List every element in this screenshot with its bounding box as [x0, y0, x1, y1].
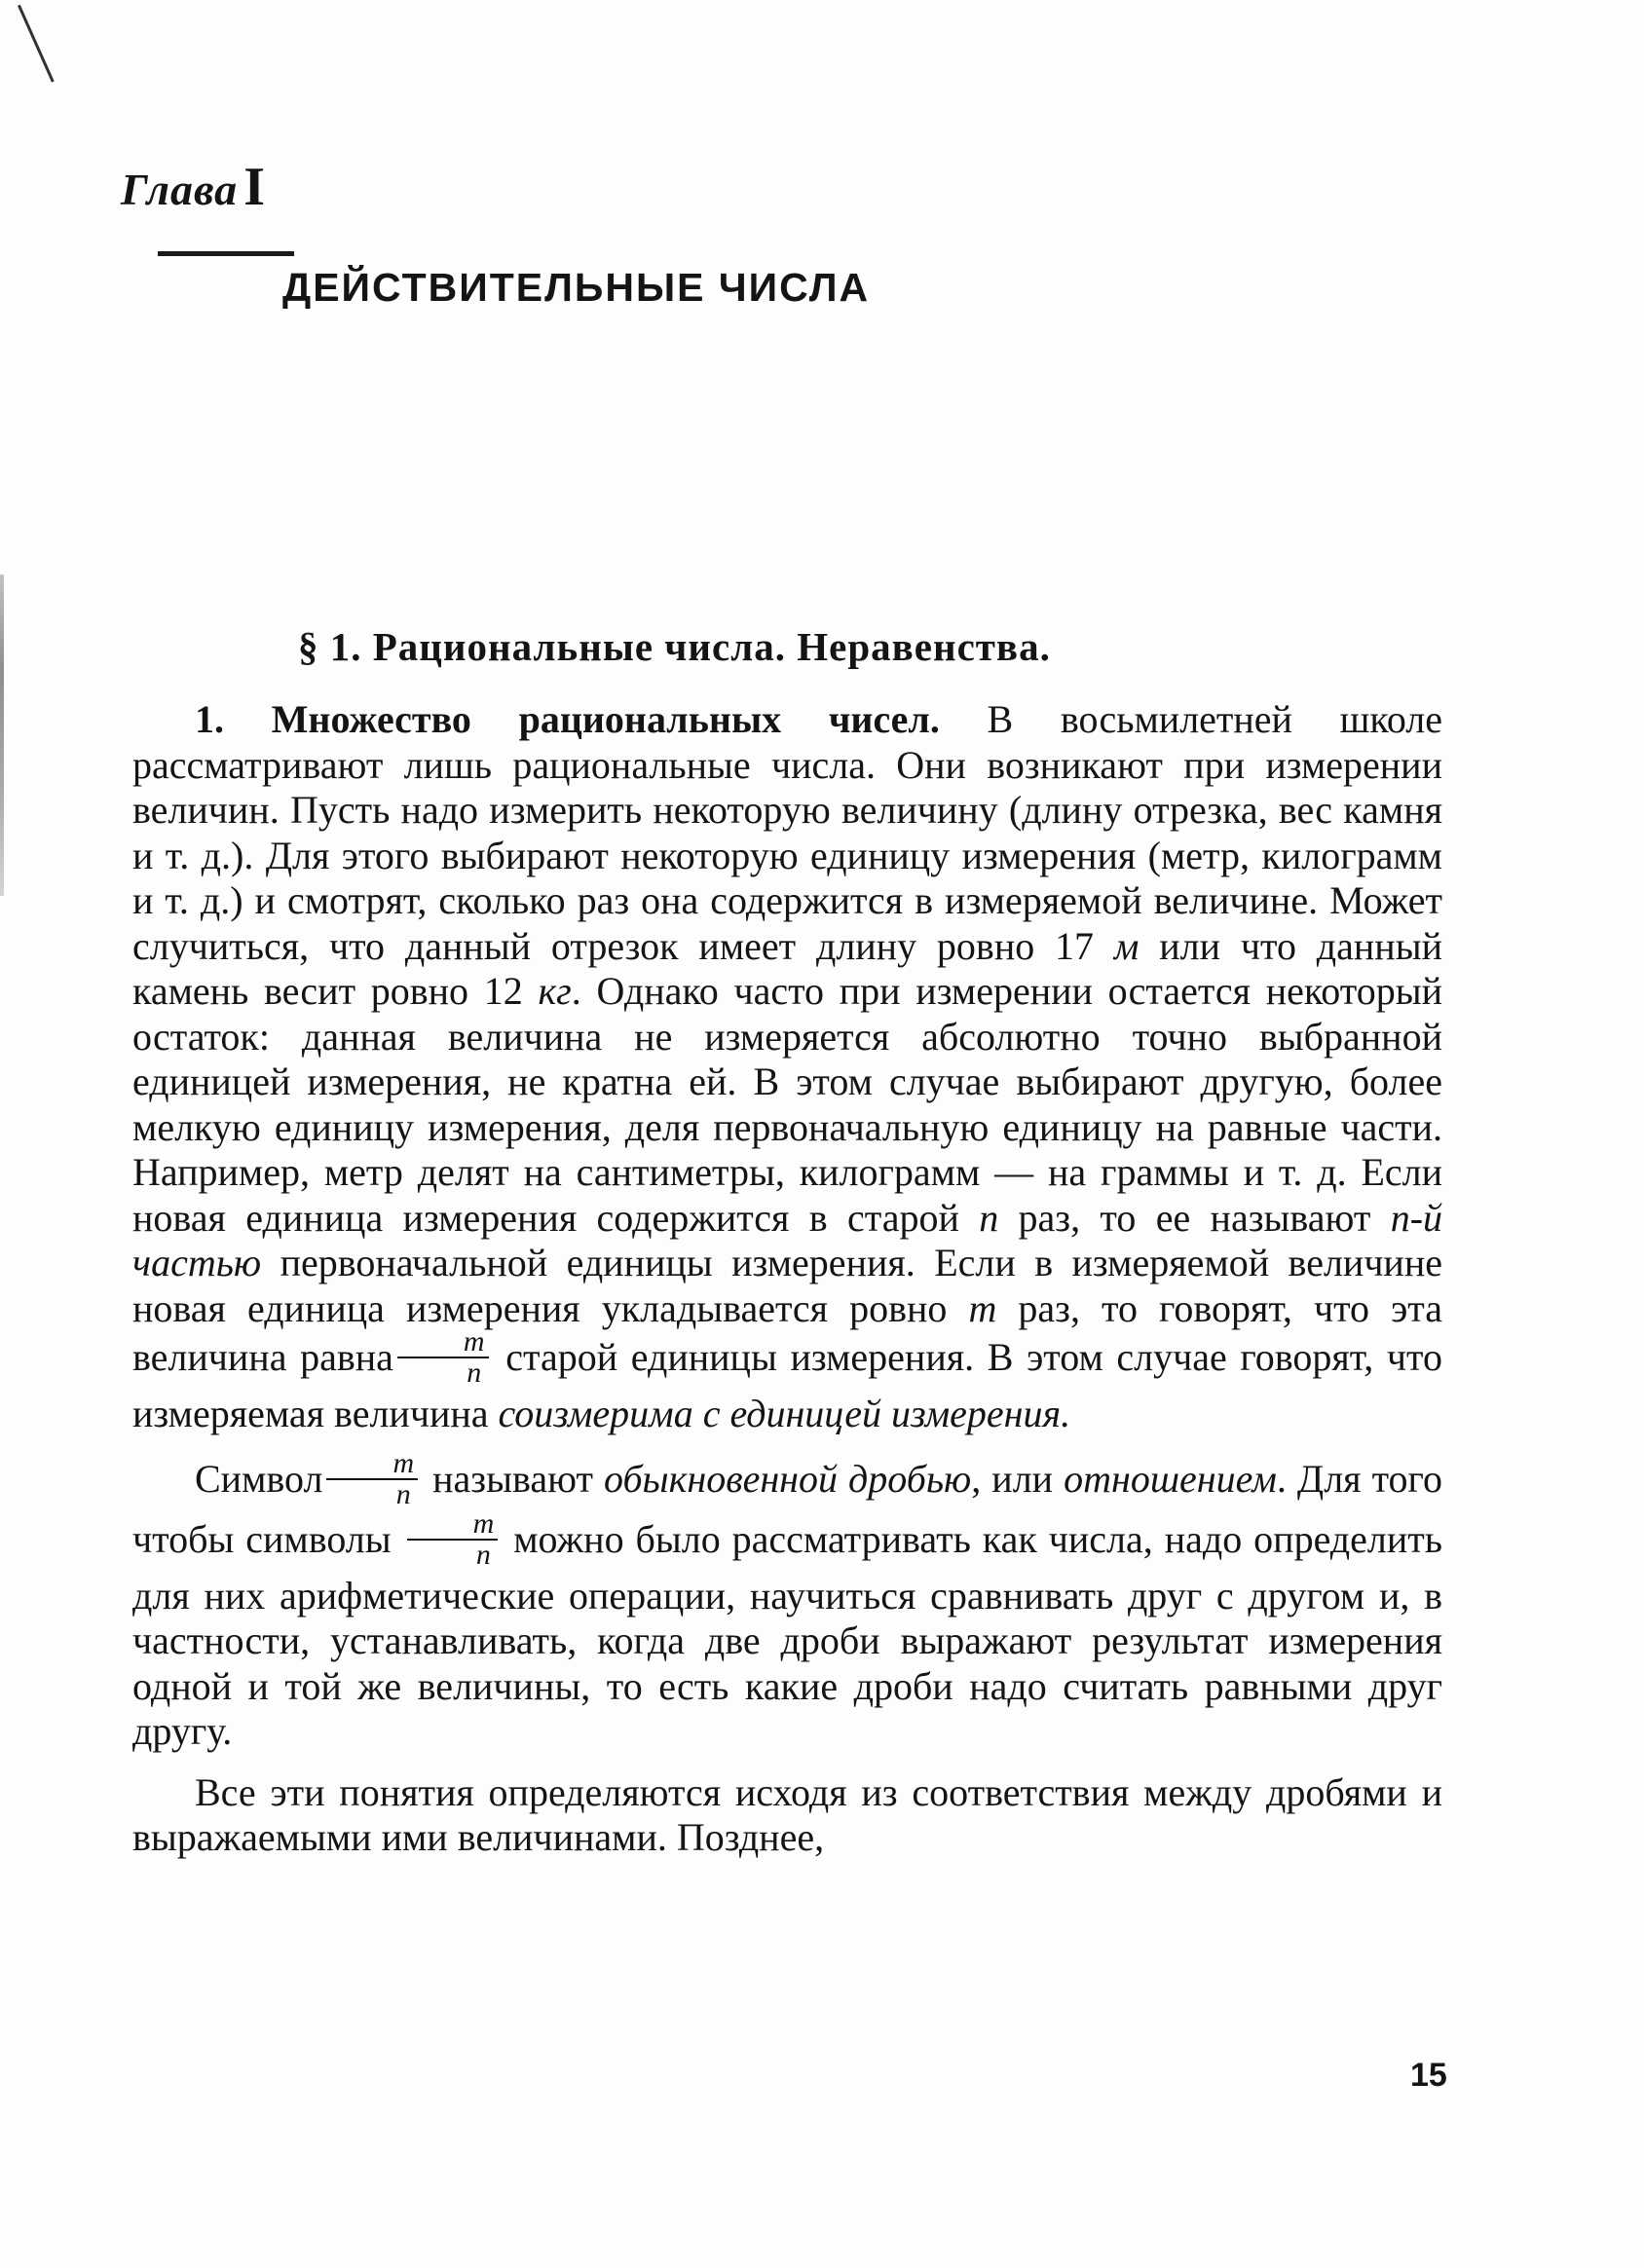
- term-common-fraction: обыкновенной дробью: [603, 1456, 972, 1501]
- fraction-m-over-n: [407, 1506, 499, 1571]
- text-run: раз, то ее называют: [998, 1195, 1391, 1240]
- fraction-m-over-n: [397, 1327, 489, 1388]
- fraction-m-over-n: [326, 1446, 418, 1510]
- text-run: можно было рассматривать как числа, надо определить для них арифметические операции, научиться сравнивать друг с другом и, в частности, устанавливать, когда две дроби выражают результат измерения одной и той же величины, то есть какие дроби надо считать равными друг другу.: [132, 1516, 1442, 1753]
- text-run: В восьмилетней школе рассматривают лишь рациональные числа. Они возникают при измерении величин. Пусть надо измерить некоторую величину (длину отрезка, вес камня и т. д.). Для этого выбирают некоторую единицу измерения (метр, килограмм и т. д.) и смотрят, сколько раз она содержится в измеряемой величине. Может случиться, что данный отрезок имеет длину ровно 17: [132, 697, 1442, 968]
- chapter-label: [121, 156, 266, 218]
- chapter-number: I: [243, 157, 266, 217]
- unit-meter: м: [1113, 923, 1140, 968]
- fraction-denominator: n: [395, 1477, 411, 1510]
- fraction-numerator: m: [326, 1449, 418, 1480]
- scan-mark: [18, 5, 55, 83]
- fraction-denominator: n: [475, 1538, 491, 1571]
- text-run: старой единицы измерения. В этом случае говорят, что измеряемая величина: [132, 1335, 1442, 1435]
- paragraph-2: [132, 1446, 1442, 1755]
- text-run: , или: [971, 1456, 1065, 1501]
- scan-edge-shadow: [0, 575, 4, 896]
- text-run: . Однако часто при измерении остается некоторый остаток: данная величина не измеряется абсолютно точно выбранной единицей измерения, не кратна ей. В этом случае выбирают другую, более мелкую единицу измерения, деля первоначальную единицу на равные части. Например, метр делят на сантиметры, килограмм — на граммы и т. д. Если новая единица измерения содержится в старой: [132, 969, 1442, 1240]
- text-run: Символ: [195, 1456, 323, 1501]
- paragraph-heading: 1. Множество рациональных чисел.: [195, 697, 940, 741]
- text-run: или что данный камень весит ровно 12: [132, 923, 1442, 1013]
- text-run: первоначальной единицы измерения. Если в измеряемой величине новая единица измерения укладывается ровно: [132, 1241, 1442, 1330]
- term-nth-part: n-й частью: [132, 1195, 1443, 1284]
- fraction-denominator: n: [467, 1357, 482, 1389]
- term-ratio: отношением: [1064, 1456, 1277, 1501]
- variable-n: n: [979, 1195, 999, 1240]
- chapter-word: Глава: [121, 165, 239, 214]
- section-title: § 1. Рациональные числа. Неравенства.: [298, 624, 1051, 669]
- paragraph-1: [132, 697, 1442, 1437]
- page-number: 15: [1410, 2057, 1447, 2094]
- text-run: называют: [422, 1456, 604, 1501]
- fraction-numerator: m: [397, 1327, 489, 1358]
- chapter-rule: [158, 251, 294, 256]
- chapter-title: ДЕЙСТВИТЕЛЬНЫЕ ЧИСЛА: [282, 265, 871, 310]
- text-run: . Для того чтобы символы: [132, 1456, 1442, 1561]
- term-commensurable: соизмерима с единицей измерения.: [498, 1392, 1071, 1435]
- paragraph-3: Все эти понятия определяются исходя из соответствия между дробями и выражаемыми ими величинами. Позднее,: [132, 1769, 1442, 1859]
- variable-m: m: [968, 1285, 997, 1330]
- unit-kilogram: кг: [538, 969, 572, 1013]
- body-text: [132, 697, 1442, 1861]
- text-run: раз, то говорят, что эта величина равна: [132, 1285, 1442, 1380]
- fraction-numerator: m: [407, 1509, 499, 1541]
